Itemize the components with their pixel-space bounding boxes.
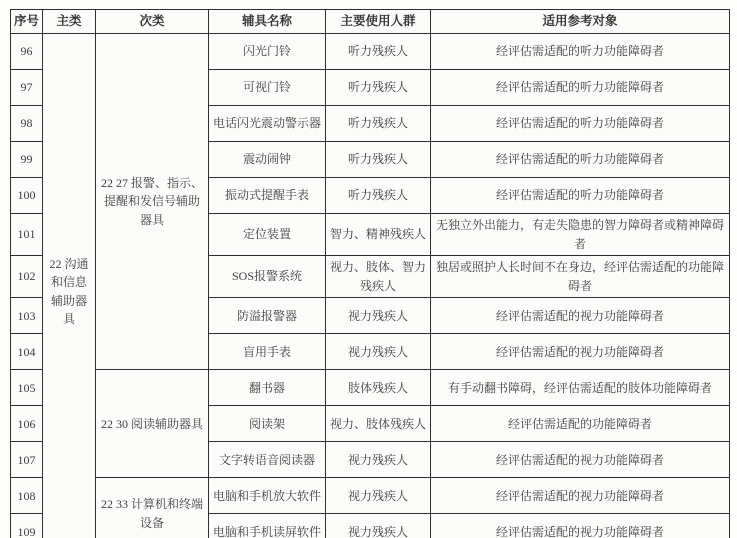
col-header-main-class: 主类 [43, 10, 96, 34]
row-no-cell: 101 [11, 214, 43, 256]
device-name-cell: 文字转语音阅读器 [209, 442, 326, 478]
header-row [11, 10, 730, 34]
reference-target-cell: 经评估需适配的视力功能障碍者 [431, 334, 730, 370]
row-no-cell: 106 [11, 406, 43, 442]
table-row [11, 370, 730, 406]
user-group-cell: 听力残疾人 [326, 142, 431, 178]
row-no-cell: 102 [11, 256, 43, 298]
user-group-cell: 视力、肢体、智力残疾人 [326, 256, 431, 298]
reference-target-cell: 经评估需适配的视力功能障碍者 [431, 298, 730, 334]
col-header-reference-target: 适用参考对象 [431, 10, 730, 34]
table-row [11, 478, 730, 514]
device-name-cell: 盲用手表 [209, 334, 326, 370]
device-name-cell: 可视门铃 [209, 70, 326, 106]
reference-target-cell: 经评估需适配的听力功能障碍者 [431, 34, 730, 70]
user-group-cell: 视力残疾人 [326, 478, 431, 514]
device-name-cell: 震动闹钟 [209, 142, 326, 178]
col-header-user-group: 主要使用人群 [326, 10, 431, 34]
user-group-cell: 听力残疾人 [326, 34, 431, 70]
row-no-cell: 96 [11, 34, 43, 70]
device-name-cell: 防溢报警器 [209, 298, 326, 334]
subcategory-cell: 22 33 计算机和终端设备 [96, 478, 209, 538]
device-name-cell: 阅读架 [209, 406, 326, 442]
reference-target-cell: 有手动翻书障碍，经评估需适配的肢体功能障碍者 [431, 370, 730, 406]
subcategory-cell: 22 30 阅读辅助器具 [96, 370, 209, 478]
reference-target-cell: 经评估需适配的听力功能障碍者 [431, 178, 730, 214]
user-group-cell: 视力残疾人 [326, 298, 431, 334]
reference-target-cell: 无独立外出能力，有走失隐患的智力障碍者或精神障碍者 [431, 214, 730, 256]
subcategory-cell: 22 27 报警、指示、提醒和发信号辅助器具 [96, 34, 209, 370]
row-no-cell: 103 [11, 298, 43, 334]
reference-target-cell: 经评估需适配的视力功能障碍者 [431, 514, 730, 538]
device-name-cell: 电脑和手机放大软件 [209, 478, 326, 514]
reference-target-cell: 经评估需适配的听力功能障碍者 [431, 142, 730, 178]
reference-target-cell: 经评估需适配的功能障碍者 [431, 406, 730, 442]
device-name-cell: 闪光门铃 [209, 34, 326, 70]
reference-target-cell: 经评估需适配的视力功能障碍者 [431, 442, 730, 478]
user-group-cell: 听力残疾人 [326, 70, 431, 106]
col-header-sub-class: 次类 [96, 10, 209, 34]
col-header-no: 序号 [11, 10, 43, 34]
row-no-cell: 97 [11, 70, 43, 106]
reference-target-cell: 经评估需适配的听力功能障碍者 [431, 106, 730, 142]
user-group-cell: 肢体残疾人 [326, 370, 431, 406]
user-group-cell: 视力残疾人 [326, 442, 431, 478]
device-name-cell: SOS报警系统 [209, 256, 326, 298]
user-group-cell: 视力、肢体残疾人 [326, 406, 431, 442]
col-header-device-name: 辅具名称 [209, 10, 326, 34]
row-no-cell: 107 [11, 442, 43, 478]
device-name-cell: 电脑和手机读屏软件 [209, 514, 326, 538]
reference-target-cell: 经评估需适配的听力功能障碍者 [431, 70, 730, 106]
row-no-cell: 100 [11, 178, 43, 214]
row-no-cell: 98 [11, 106, 43, 142]
row-no-cell: 99 [11, 142, 43, 178]
user-group-cell: 智力、精神残疾人 [326, 214, 431, 256]
user-group-cell: 听力残疾人 [326, 178, 431, 214]
reference-target-cell: 独居或照护人长时间不在身边，经评估需适配的功能障碍者 [431, 256, 730, 298]
user-group-cell: 视力残疾人 [326, 334, 431, 370]
row-no-cell: 105 [11, 370, 43, 406]
row-no-cell: 109 [11, 514, 43, 538]
reference-target-cell: 经评估需适配的视力功能障碍者 [431, 478, 730, 514]
device-name-cell: 振动式提醒手表 [209, 178, 326, 214]
user-group-cell: 视力残疾人 [326, 514, 431, 538]
row-no-cell: 104 [11, 334, 43, 370]
device-name-cell: 定位装置 [209, 214, 326, 256]
user-group-cell: 听力残疾人 [326, 106, 431, 142]
table-row [11, 34, 730, 70]
device-name-cell: 电话闪光震动警示器 [209, 106, 326, 142]
assistive-devices-table [10, 9, 730, 538]
main-category-cell: 22 沟通和信息辅助器具 [43, 34, 96, 538]
device-name-cell: 翻书器 [209, 370, 326, 406]
row-no-cell: 108 [11, 478, 43, 514]
